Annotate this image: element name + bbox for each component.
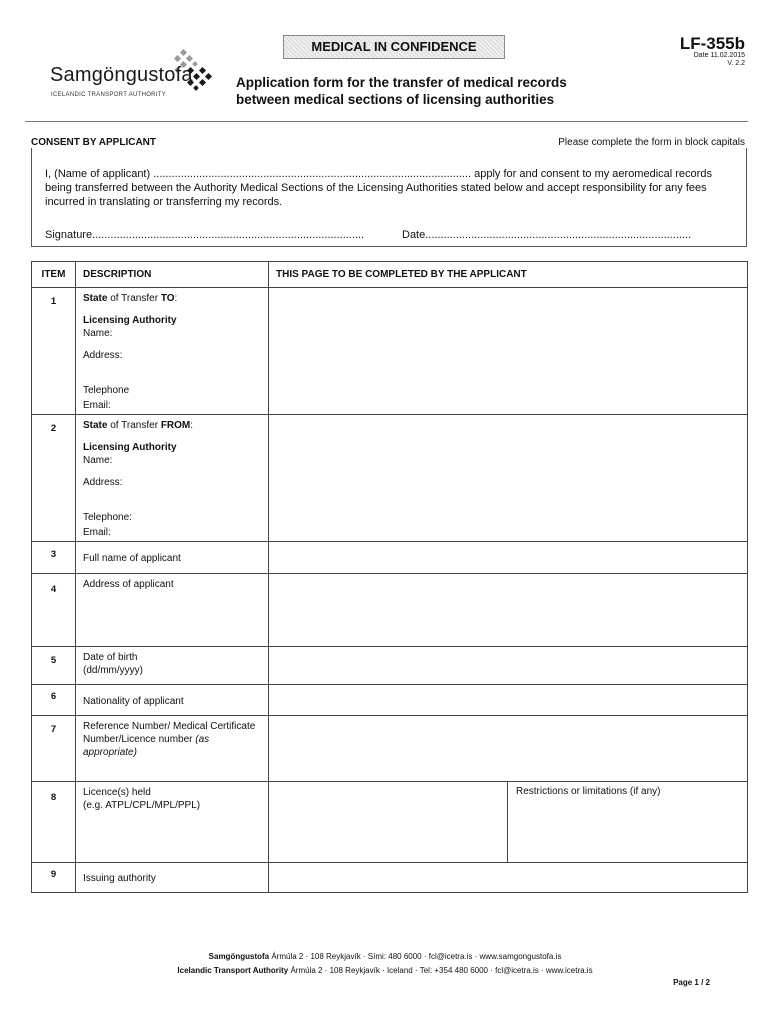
table-header-row	[32, 262, 748, 288]
reference-label-line2: Number/Licence number	[83, 734, 196, 745]
col-applicant-header: THIS PAGE TO BE COMPLETED BY THE APPLICANT	[269, 262, 748, 288]
colon: :	[174, 293, 178, 304]
table-row	[32, 863, 748, 893]
applicant-address-input[interactable]	[269, 574, 748, 647]
restrictions-input[interactable]	[508, 782, 748, 863]
of-transfer-label: of Transfer	[107, 420, 161, 431]
licences-example-label: (e.g. ATPL/CPL/MPL/PPL)	[83, 800, 201, 811]
date-of-birth-input[interactable]	[269, 647, 748, 685]
item-description	[76, 716, 269, 782]
form-version: V. 2.2	[727, 60, 745, 67]
header-divider	[25, 121, 748, 122]
form-code: LF-355b	[679, 34, 745, 53]
item-number: 3	[32, 542, 76, 574]
email-label: Email:	[83, 400, 111, 411]
confidentiality-banner: MEDICAL IN CONFIDENCE	[283, 35, 505, 59]
form-title-line1: Application form for the transfer of medical records	[236, 75, 567, 90]
consent-date-field[interactable]: Date.......................................................................................	[402, 229, 692, 241]
name-label: Name:	[83, 328, 113, 339]
address-label: Address:	[83, 477, 123, 488]
table-row	[32, 647, 748, 685]
name-label: Name:	[83, 455, 113, 466]
footer-contact: Ármúla 2 · 108 Reykjavík · Sími: 480 6000 · fcl@icetra.is · www.samgongustofa.is	[269, 952, 562, 961]
licences-held-input[interactable]	[269, 782, 508, 863]
licences-held-label: Licence(s) held	[83, 787, 151, 798]
form-date: Date 11.02.2015	[693, 52, 745, 59]
item-description	[76, 288, 269, 415]
consent-statement: I, (Name of applicant) ........................................................................................................ apply for and consent to my aeromedical records being transferred between the Authority Medical Sections of the Licensing Authorities stated below and accept responsibility for any fees incurred in translating or transferring my records.	[45, 168, 712, 208]
full-name-input[interactable]	[269, 542, 748, 574]
page-number: Page 1 / 2	[673, 978, 710, 987]
form-date-version	[694, 52, 745, 68]
restrictions-label: Restrictions or limitations (if any)	[516, 786, 661, 797]
signature-field[interactable]: Signature.........................................................................................	[45, 229, 365, 241]
col-item-header: ITEM	[32, 262, 76, 288]
col-description-header: DESCRIPTION	[76, 262, 269, 288]
nationality-input[interactable]	[269, 685, 748, 716]
logo-name: Samgöngustofa	[50, 64, 193, 86]
dob-format-label: (dd/mm/yyyy)	[83, 665, 143, 676]
item-number: 5	[32, 647, 76, 685]
item-number: 2	[32, 415, 76, 542]
footer-contact-en: Ármúla 2 · 108 Reykjavík · Iceland · Tel: +354 480 6000 · fcl@icetra.is · www.icetra.is	[288, 966, 593, 975]
table-row	[32, 716, 748, 782]
licensing-authority-label: Licensing Authority	[83, 442, 177, 453]
item-description	[76, 782, 269, 863]
item-number: 7	[32, 716, 76, 782]
reference-label-italic: (as	[195, 734, 210, 745]
issuing-authority-input[interactable]	[269, 863, 748, 893]
reference-number-input[interactable]	[269, 716, 748, 782]
block-capitals-note: Please complete the form in block capitals	[558, 137, 745, 148]
item-description	[76, 415, 269, 542]
item-description: Issuing authority	[76, 863, 269, 893]
direction-label: TO	[160, 293, 175, 304]
table-row	[32, 542, 748, 574]
dob-label: Date of birth	[83, 652, 138, 663]
table-row	[32, 782, 748, 863]
reference-label-line3: appropriate)	[83, 747, 137, 758]
state-label: State	[83, 293, 108, 304]
form-title-line2: between medical sections of licensing authorities	[236, 92, 555, 107]
item-description: Nationality of applicant	[76, 685, 269, 716]
form-title	[236, 74, 567, 108]
telephone-label: Telephone:	[83, 512, 132, 523]
email-label: Email:	[83, 527, 111, 538]
item-number: 1	[32, 288, 76, 415]
table-row	[32, 415, 748, 542]
logo-subtitle: ICELANDIC TRANSPORT AUTHORITY	[51, 92, 167, 98]
of-transfer-label: of Transfer	[107, 293, 161, 304]
reference-label-line1: Reference Number/ Medical Certificate	[83, 721, 256, 732]
transfer-to-input[interactable]	[269, 288, 748, 415]
application-table	[31, 261, 748, 893]
item-description: Address of applicant	[76, 574, 269, 647]
state-label: State	[83, 420, 108, 431]
table-row	[32, 288, 748, 415]
consent-heading: CONSENT BY APPLICANT	[31, 137, 157, 148]
address-label: Address:	[83, 350, 123, 361]
item-number: 8	[32, 782, 76, 863]
licensing-authority-label: Licensing Authority	[83, 315, 177, 326]
table-row	[32, 685, 748, 716]
item-description	[76, 647, 269, 685]
direction-label: FROM	[160, 420, 191, 431]
item-number: 4	[32, 574, 76, 647]
transfer-from-input[interactable]	[269, 415, 748, 542]
item-description: Full name of applicant	[76, 542, 269, 574]
telephone-label: Telephone	[83, 385, 130, 396]
item-number: 6	[32, 685, 76, 716]
table-row	[32, 574, 748, 647]
colon: :	[190, 420, 194, 431]
footer-line2	[0, 966, 770, 975]
footer-org-name-en: Icelandic Transport Authority	[177, 966, 289, 975]
footer-line1	[0, 952, 770, 961]
footer-org-name: Samgöngustofa	[208, 952, 270, 961]
item-number: 9	[32, 863, 76, 893]
